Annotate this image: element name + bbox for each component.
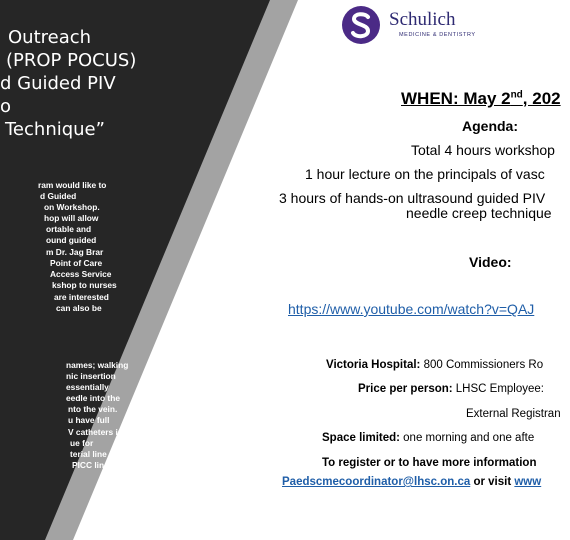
technique-line: ue for [70, 438, 94, 448]
email-link[interactable]: Paedscmecoordinator@lhsc.on.ca [282, 476, 471, 488]
agenda-line: 1 hour lecture on the principals of vasc [305, 166, 545, 182]
panel-title-line-5: Technique” [5, 119, 105, 140]
event-date: WHEN: May 2nd, 202 [401, 89, 561, 108]
website-link[interactable]: www [514, 476, 542, 488]
intro-line: Point of Care [50, 258, 103, 268]
technique-line: nto the vein. [68, 404, 118, 414]
intro-line: kshop to nurses [52, 280, 117, 290]
panel-title-line-2: (PROP POCUS) [6, 50, 137, 71]
panel-title-line-1: Outreach [8, 27, 92, 48]
intro-line: Access Service [50, 269, 112, 279]
intro-line: hop will allow [44, 213, 99, 223]
intro-line: d Guided [40, 191, 77, 201]
price-line: Price per person: LHSC Employee: [358, 383, 544, 395]
agenda-label: Agenda: [462, 118, 518, 134]
logo-subtitle: MEDICINE & DENTISTRY [399, 32, 476, 38]
schulich-logo-icon [341, 4, 381, 46]
agenda-line: needle creep technique [406, 205, 552, 221]
external-registrant-line: External Registran [466, 408, 561, 420]
register-line: To register or to have more information [322, 457, 537, 469]
or-visit-text: or visit [470, 476, 515, 488]
intro-line: are interested [54, 292, 109, 302]
panel-title-line-3: d Guided PIV [0, 73, 116, 94]
technique-line: u have full [68, 415, 110, 425]
technique-line: PICC line [72, 460, 109, 470]
intro-line: m Dr. Jag Brar [46, 247, 104, 257]
agenda-line: 3 hours of hands-on ultrasound guided PIV [279, 190, 546, 206]
video-link[interactable]: https://www.youtube.com/watch?v=QAJ [288, 301, 535, 317]
intro-line: ram would like to [38, 180, 107, 190]
video-label: Video: [469, 254, 512, 270]
intro-line: on Workshop. [44, 202, 100, 212]
technique-line: nic insertion [66, 371, 116, 381]
technique-line: names; walking [66, 360, 129, 370]
agenda-line: Total 4 hours workshop [411, 142, 555, 158]
intro-line: ortable and [46, 224, 92, 234]
space-limited-line: Space limited: one morning and one afte [322, 432, 535, 444]
technique-line: eedle into the [66, 393, 120, 403]
logo-name: Schulich [389, 9, 456, 30]
intro-line: ound guided [46, 235, 97, 245]
location-line: Victoria Hospital: 800 Commissioners Ro [326, 359, 544, 371]
technique-line: terial line [70, 449, 107, 459]
technique-line: V catheters into [68, 427, 131, 437]
technique-line: essentially [66, 382, 109, 392]
contact-line [282, 472, 541, 490]
intro-line: can also be [56, 303, 102, 313]
panel-title-line-4: o [0, 96, 12, 117]
